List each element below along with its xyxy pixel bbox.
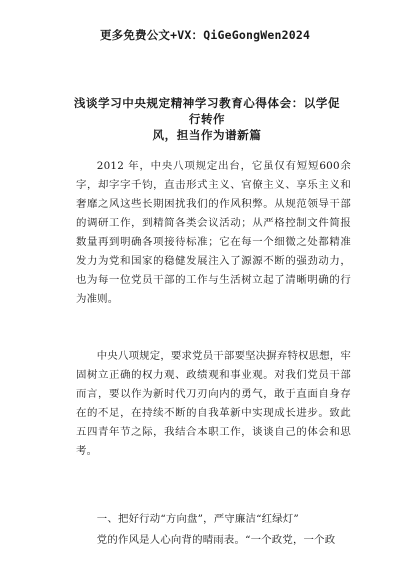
section-heading-1: 一、把好行动“方向盘”，严守廉洁“红绿灯” (96, 513, 299, 525)
title-line-2: 风，担当作为谱新篇 (152, 128, 262, 142)
promo-header: 更多免费公文+VX：QiGeGongWen2024 (99, 28, 311, 42)
paragraph-1: 2012 年，中央八项规定出台，它虽仅有短短600余字，却字字千钧，直击形式主义、官僚主义、享乐主义和奢靡之风这些长期困扰我们的作风积弊。从规范领导干部的调研工作，到精简各类会议活动；从严格控制文件简报数量再到明确各项接待标准；它在每一个细微之处都精准发力为党和国家的稳健发展注入了源源不断的强劲动力，也为每一位党员干部的工作与生活树立起了清晰明确的行为准则。 (76, 160, 351, 305)
paragraph-3: 党的作风是人心向背的晴雨表。“一个政党，一个政 (96, 534, 336, 546)
paragraph-2: 中央八项规定，要求党员干部要坚决摒弃特权思想，牢固树立正确的权力观、政绩观和事业观。对我们党员干部而言，要以作为新时代刀刃向内的勇气，敢于直面自身存在的不足，在持续不断的自我革新中实现成长进步。致此五四青年节之际，我结合本职工作，谈谈自己的体会和思考。 (76, 350, 351, 457)
title-line-1: 浅谈学习中央规定精神学习教育心得体会：以学促行转作 (73, 96, 341, 126)
